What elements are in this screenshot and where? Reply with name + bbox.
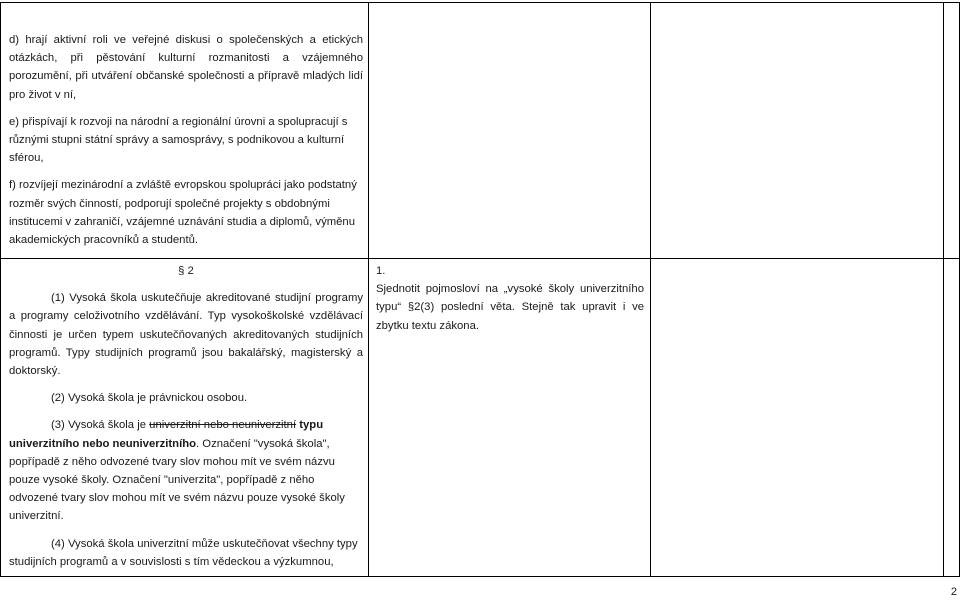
table-left-border <box>0 2 1 577</box>
paragraph-3-start: (3) Vysoká škola je <box>51 419 150 432</box>
paragraph-3-rest: . Označení "vysoká škola", popřípadě z něho odvozené tvary slov mohou mít ve svém názvu pouze vysoké školy. Označení "univerzita", popřípadě z něho odvozené tvary slov mohou mít ve svém názvu pouze vysoké školy univerzitní. <box>9 437 345 523</box>
paragraph-f: f) rozvíjejí mezinárodní a zvláště evropskou spolupráci jako podstatný rozměr svých činností, podporují společné projekty s obdobnými institucemi v zahraničí, vzájemné uznávání studia a diplomů, výměnu akademických pracovníků a studentů. <box>9 179 357 247</box>
inserted-text-2: univerzitního nebo neuniverzitního <box>9 437 197 450</box>
paragraph-4 <box>9 535 363 571</box>
paragraph-3 <box>9 416 363 525</box>
section-heading: § 2 <box>178 265 194 277</box>
page-number: 2 <box>950 586 957 598</box>
table-bottom-border <box>0 576 960 577</box>
paragraph-2: (2) Vysoká škola je právnickou osobou. <box>51 392 248 405</box>
deleted-text: univerzitní nebo neuniverzitní <box>149 419 297 432</box>
cell-bottom-left <box>9 262 363 571</box>
cell-top-left <box>9 31 363 249</box>
cell-comment <box>376 262 644 335</box>
column-divider <box>650 2 651 577</box>
inserted-text: typu <box>296 419 324 432</box>
comment-text: Sjednotit pojmosloví na „vysoké školy univerzitního typu“ §2(3) poslední věta. Stejně tak upravit i ve zbytku textu zákona. <box>376 283 644 332</box>
comment-number: 1. <box>376 265 386 277</box>
table-top-border <box>0 2 960 3</box>
paragraph-1-text: (1) Vysoká škola uskutečňuje akreditované studijní programy a programy celoživotního vzdělávání. Typ vysokoškolské vzdělávací činnosti je určen typem uskutečňovaných akreditovaných studijních programů. Typy studijních programů jsou bakalářský, magisterský a doktorský. <box>9 292 363 378</box>
column-divider <box>943 2 944 577</box>
paragraph-1 <box>9 289 363 380</box>
paragraph-e: e) přispívají k rozvoji na národní a regionální úrovni a spolupracují s různými stupni státní správy a samosprávy, s podnikovou a kulturní sférou, <box>9 115 348 165</box>
column-divider <box>368 2 369 577</box>
paragraph-d: d) hrají aktivní roli ve veřejné diskusi o společenských a etických otázkách, při pěstování kulturní rozmanitosti a vzájemného porozumění, při utváření občanské společnosti a přípravě mladých lidí pro život v ní, <box>9 34 363 101</box>
row-divider <box>0 258 960 259</box>
paragraph-4-text: (4) Vysoká škola univerzitní může uskutečňovat všechny typy studijních programů a v souvislosti s tím vědeckou a výzkumnou, <box>9 537 358 568</box>
